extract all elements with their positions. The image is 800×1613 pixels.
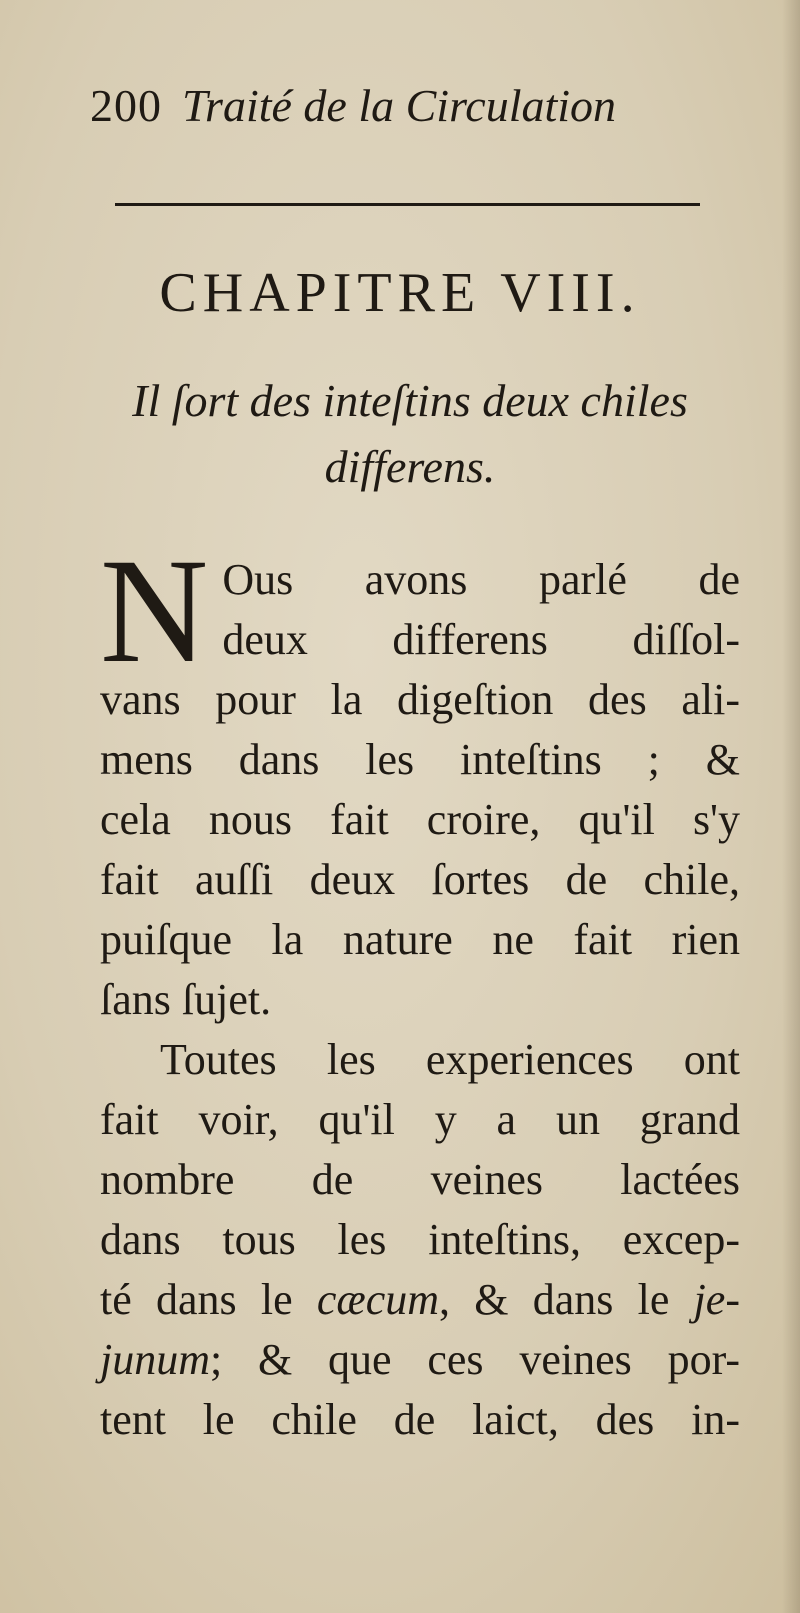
subtitle-line: differens. — [324, 441, 496, 492]
drop-cap: N — [100, 528, 209, 694]
text-line: nombre de veines lactées — [100, 1155, 740, 1204]
running-head — [90, 78, 710, 134]
running-title: Traité de la Circulation — [182, 80, 617, 131]
text-line: cela nous fait croire, qu'il s'y — [100, 795, 740, 844]
text-line: Toutes les experiences ont — [160, 1035, 740, 1084]
header-rule — [115, 203, 700, 206]
paragraph-2 — [100, 1030, 740, 1450]
text-run: , & dans le — [439, 1275, 694, 1324]
latin-term: cæcum — [316, 1275, 440, 1324]
text-line: mens dans les inteſtins ; & — [100, 735, 740, 784]
chapter-subtitle — [100, 368, 720, 500]
text-line — [100, 1270, 740, 1330]
text-line: fait auſſi deux ſortes de chile, — [100, 855, 740, 904]
latin-term: junum — [100, 1335, 210, 1384]
text-line: puiſque la nature ne fait rien — [100, 915, 740, 964]
text-line: ſans ſujet. — [100, 975, 272, 1024]
text-run: ; & que ces veines por- — [210, 1335, 740, 1384]
latin-term: je- — [693, 1275, 740, 1324]
chapter-heading: CHAPITRE VIII. — [159, 262, 641, 324]
text-run: té dans le — [100, 1275, 317, 1324]
paragraph-1 — [100, 528, 740, 1030]
text-line: dans tous les inteſtins, excep- — [100, 1215, 740, 1264]
text-line: Ous avons parlé de — [222, 555, 740, 604]
body-text — [100, 528, 740, 1450]
text-line: fait voir, qu'il y a un grand — [100, 1095, 740, 1144]
text-line — [100, 1330, 740, 1390]
text-line: vans pour la digeſtion des ali- — [100, 675, 740, 724]
text-line: deux differens diſſol- — [222, 615, 740, 664]
page-number: 200 — [90, 80, 162, 131]
subtitle-line: Il ſort des inteſtins deux chiles — [132, 375, 688, 426]
text-line: tent le chile de laict, des in- — [100, 1395, 740, 1444]
